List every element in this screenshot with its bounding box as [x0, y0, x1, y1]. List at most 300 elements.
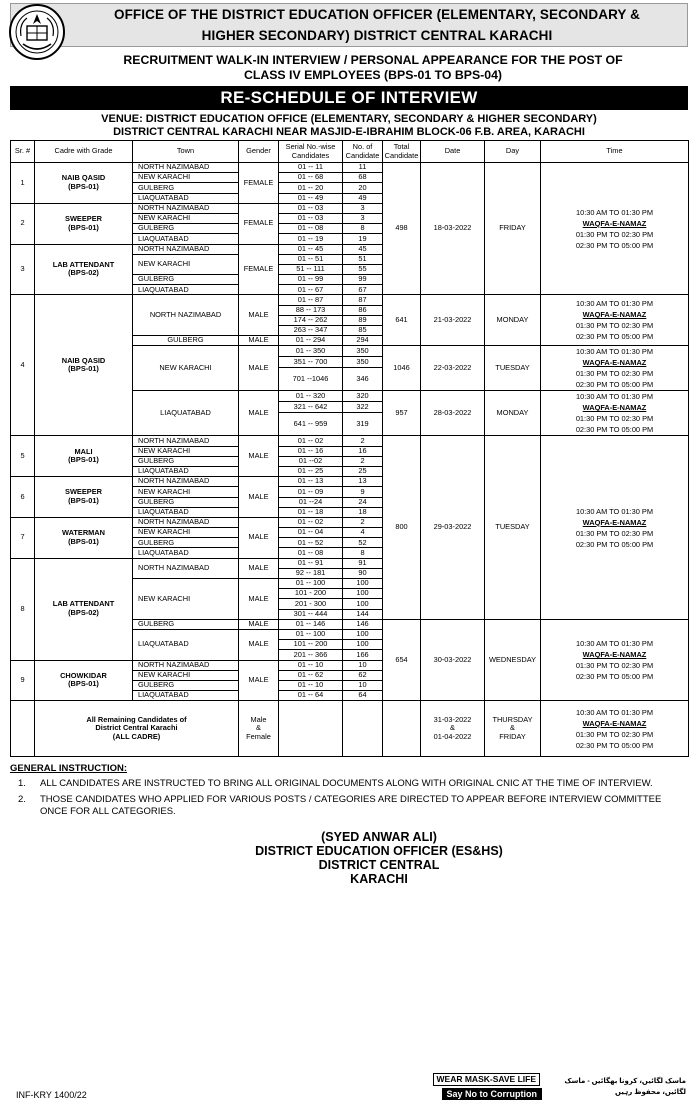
header-gender: Gender: [239, 141, 279, 163]
instruction-item: [10, 778, 688, 790]
serial-range: 01 --24: [279, 497, 343, 507]
time-slots: [541, 295, 689, 346]
candidate-count: 64: [343, 691, 383, 701]
candidate-count: 322: [343, 402, 383, 413]
town: LIAQUATABAD: [133, 391, 239, 436]
town: NORTH NAZIMABAD: [133, 660, 239, 670]
town: GULBERG: [133, 497, 239, 507]
serial-range: 88 -- 173: [279, 305, 343, 315]
serial-range: 01 -- 03: [279, 203, 343, 213]
serial-range: 01 -- 100: [279, 629, 343, 639]
remaining-line3: (ALL CADRE): [112, 732, 161, 742]
serial-range: 01 -- 20: [279, 183, 343, 193]
subtitle-line-1: RECRUITMENT WALK-IN INTERVIEW / PERSONAL APPEARANCE FOR THE POST OF: [123, 53, 623, 67]
gender: MALE: [239, 477, 279, 518]
candidate-count: 62: [343, 670, 383, 680]
candidate-count: 68: [343, 173, 383, 183]
town: NORTH NAZIMABAD: [133, 558, 239, 578]
candidate-count: 319: [343, 413, 383, 436]
town: NEW KARACHI: [133, 487, 239, 497]
header-box: [10, 3, 688, 47]
cadre-grade: (BPS-01): [68, 455, 99, 465]
cadre-cell: [35, 660, 133, 701]
serial-range: 01 -- 11: [279, 163, 343, 173]
candidate-count: 55: [343, 264, 383, 274]
cadre-name: WATERMAN: [62, 528, 105, 538]
serial-range: 01 -- 10: [279, 660, 343, 670]
prayer-break-label: WAQFA-E-NAMAZ: [582, 517, 647, 527]
total-candidates: 957: [383, 391, 421, 436]
town: NORTH NAZIMABAD: [133, 436, 239, 446]
office-title-line-1: OFFICE OF THE DISTRICT EDUCATION OFFICER (ELEMENTARY, SECONDARY &: [113, 7, 640, 22]
time-slot-break: 01:30 PM TO 02:30 PM: [575, 229, 654, 239]
cadre-name: CHOWKIDAR: [60, 670, 107, 680]
signature-block: [10, 830, 688, 886]
serial-range: 01 -- 294: [279, 336, 343, 346]
serial-range: 351 -- 700: [279, 357, 343, 368]
serial-range: 01 -- 52: [279, 538, 343, 548]
venue: [10, 113, 688, 138]
serial-range: 01 -- 16: [279, 446, 343, 456]
candidate-count: 294: [343, 336, 383, 346]
interview-day: WEDNESDAY: [485, 619, 541, 701]
time-slot-afternoon: 02:30 PM TO 05:00 PM: [575, 240, 654, 250]
time-slot-afternoon: 02:30 PM TO 05:00 PM: [575, 380, 654, 390]
candidate-count: 2: [343, 517, 383, 527]
serial-range: 01 -- 320: [279, 391, 343, 402]
candidate-count: 350: [343, 357, 383, 368]
serial-range: 01 -- 03: [279, 213, 343, 223]
serial-range: 51 -- 111: [279, 264, 343, 274]
candidate-count: 4: [343, 528, 383, 538]
header-town: Town: [133, 141, 239, 163]
serial-range: 201 -- 366: [279, 650, 343, 660]
prayer-break-label: WAQFA-E-NAMAZ: [582, 650, 647, 659]
town: NORTH NAZIMABAD: [133, 295, 239, 336]
prayer-break-label: WAQFA-E-NAMAZ: [582, 718, 647, 728]
interview-day: MONDAY: [485, 295, 541, 346]
cadre-grade: (BPS-01): [68, 222, 99, 232]
serial-range: 01 -- 49: [279, 193, 343, 203]
serial-range: 01 -- 87: [279, 295, 343, 305]
candidate-count: 346: [343, 368, 383, 391]
time-slots: [541, 701, 689, 757]
candidate-count: 24: [343, 497, 383, 507]
candidate-count: 2: [343, 436, 383, 446]
candidate-count: 9: [343, 487, 383, 497]
serial-range: 01 -- 45: [279, 244, 343, 254]
header-cadre: Cadre with Grade: [35, 141, 133, 163]
venue-line-1: VENUE: DISTRICT EDUCATION OFFICE (ELEMENTARY, SECONDARY & HIGHER SECONDARY): [101, 113, 597, 125]
gender: MALE: [239, 391, 279, 436]
serial-range: 01 -- 100: [279, 579, 343, 589]
town: NORTH NAZIMABAD: [133, 203, 239, 213]
gender: MALE: [239, 619, 279, 629]
serial-range: 263 -- 347: [279, 326, 343, 336]
time-slot-afternoon: 02:30 PM TO 05:00 PM: [575, 425, 654, 435]
time-slot-morning: 10:30 AM TO 01:30 PM: [576, 392, 653, 402]
table-body: [11, 163, 689, 757]
serial-range: 01 -- 68: [279, 173, 343, 183]
candidate-count: 100: [343, 579, 383, 589]
candidate-count: 18: [343, 507, 383, 517]
gender: MALE: [239, 436, 279, 477]
serial-number: 2: [11, 203, 35, 244]
mask-slogan: WEAR MASK-SAVE LIFE: [433, 1073, 540, 1086]
interview-day: FRIDAY: [485, 163, 541, 295]
gender: MALE: [239, 517, 279, 558]
interview-date: 21-03-2022: [421, 295, 485, 346]
total-candidates: 498: [383, 163, 421, 295]
town: LIAQUATABAD: [133, 629, 239, 660]
gender: FEMALE: [239, 203, 279, 244]
serial-range: 01 -- 67: [279, 285, 343, 295]
time-slot-morning: 10:30 AM TO 01:30 PM: [576, 639, 653, 648]
gender: MALE: [239, 660, 279, 701]
interview-date: 18-03-2022: [421, 163, 485, 295]
serial-range: 641 -- 959: [279, 413, 343, 436]
time-slot-afternoon: 02:30 PM TO 05:00 PM: [575, 539, 654, 549]
serial-range: 01 -- 02: [279, 517, 343, 527]
header-day: Day: [485, 141, 541, 163]
town: LIAQUATABAD: [133, 466, 239, 476]
candidate-count: 91: [343, 558, 383, 568]
serial-range: 01 -- 19: [279, 234, 343, 244]
town: NORTH NAZIMABAD: [133, 244, 239, 254]
serial-range: 01 -- 51: [279, 254, 343, 264]
signatory-city: KARACHI: [350, 872, 408, 887]
remaining-day2: FRIDAY: [499, 732, 526, 742]
cadre-cell: [35, 477, 133, 518]
serial-number-empty: [11, 701, 35, 757]
cadre-name: NAIB QASID: [61, 173, 106, 183]
time-slots: [541, 391, 689, 436]
prayer-break-label: WAQFA-E-NAMAZ: [582, 218, 647, 228]
town: GULBERG: [133, 680, 239, 690]
table-row: [11, 436, 689, 446]
header-time: Time: [541, 141, 689, 163]
town: LIAQUATABAD: [133, 193, 239, 203]
remaining-date1: 31-03-2022: [433, 714, 472, 724]
town: GULBERG: [133, 183, 239, 193]
prayer-break-label: WAQFA-E-NAMAZ: [582, 358, 647, 368]
serial-range: 01 -- 99: [279, 275, 343, 285]
candidate-count: 20: [343, 183, 383, 193]
cadre-grade: (BPS-01): [68, 536, 99, 546]
subtitle-line-2: CLASS IV EMPLOYEES (BPS-01 TO BPS-04): [243, 67, 503, 82]
header-total: Total Candidate: [383, 141, 421, 163]
town: GULBERG: [133, 224, 239, 234]
candidate-count: 99: [343, 275, 383, 285]
candidate-count: 87: [343, 295, 383, 305]
cadre-name: LAB ATTENDANT: [52, 259, 115, 269]
office-title: [67, 4, 687, 46]
town: GULBERG: [133, 336, 239, 346]
serial-range: 01 --02: [279, 456, 343, 466]
remaining-line2: District Central Karachi: [95, 723, 178, 733]
interview-date: 28-03-2022: [421, 391, 485, 436]
remaining-date2: 01-04-2022: [433, 732, 472, 742]
instruction-text: ALL CANDIDATES ARE INSTRUCTED TO BRING ALL ORIGINAL DOCUMENTS ALONG WITH ORIGINAL CNIC AT THE TIME OF INTERVIEW.: [40, 778, 653, 790]
corruption-slogan: Say No to Corruption: [442, 1088, 543, 1100]
remaining-days: [485, 701, 541, 757]
remaining-dates: [421, 701, 485, 757]
remaining-line1: All Remaining Candidates of: [86, 714, 187, 724]
prayer-break-label: WAQFA-E-NAMAZ: [582, 403, 647, 413]
table-row: [11, 295, 689, 305]
time-slot-break: 01:30 PM TO 02:30 PM: [575, 321, 654, 331]
instructions-heading: GENERAL INSTRUCTION:: [10, 763, 127, 775]
candidate-count: 10: [343, 680, 383, 690]
serial-range: 01 -- 64: [279, 691, 343, 701]
interview-day: MONDAY: [485, 391, 541, 436]
town: NORTH NAZIMABAD: [133, 477, 239, 487]
candidate-count: 19: [343, 234, 383, 244]
serial-number: 7: [11, 517, 35, 558]
serial-range: 01 -- 08: [279, 224, 343, 234]
candidate-count: 86: [343, 305, 383, 315]
town: NORTH NAZIMABAD: [133, 517, 239, 527]
time-slot-break: 01:30 PM TO 02:30 PM: [575, 729, 654, 739]
candidate-count: 100: [343, 629, 383, 639]
remaining-candidates: [35, 701, 239, 757]
time-slot-morning: 10:30 AM TO 01:30 PM: [576, 299, 653, 309]
cadre-grade: (BPS-01): [68, 364, 99, 374]
candidate-count: 100: [343, 640, 383, 650]
total-candidates: 654: [383, 619, 421, 701]
serial-number: 6: [11, 477, 35, 518]
table-row: [11, 163, 689, 173]
time-slots: [541, 436, 689, 619]
serial-number: 4: [11, 295, 35, 436]
candidate-count: 8: [343, 548, 383, 558]
header-sr: Sr. #: [11, 141, 35, 163]
serial-range: 101 - 200: [279, 589, 343, 599]
time-slot-morning: 10:30 AM TO 01:30 PM: [576, 707, 653, 717]
town: GULBERG: [133, 456, 239, 466]
time-slots: [541, 163, 689, 295]
candidate-count: 90: [343, 568, 383, 578]
interview-date: 30-03-2022: [421, 619, 485, 701]
cadre-name: LAB ATTENDANT: [52, 599, 115, 609]
time-slot-afternoon: 02:30 PM TO 05:00 PM: [575, 332, 654, 342]
cadre-cell: [35, 295, 133, 436]
gender: FEMALE: [239, 163, 279, 204]
interview-date: 29-03-2022: [421, 436, 485, 619]
serial-range: 01 -- 146: [279, 619, 343, 629]
header-date: Date: [421, 141, 485, 163]
candidate-count: 8: [343, 224, 383, 234]
interview-schedule-table: [10, 140, 689, 757]
town: NEW KARACHI: [133, 346, 239, 391]
cadre-grade: (BPS-01): [68, 679, 99, 689]
candidate-count: 10: [343, 660, 383, 670]
serial-range: 01 -- 18: [279, 507, 343, 517]
signatory-name: (SYED ANWAR ALI): [321, 830, 437, 845]
signatory-designation: DISTRICT EDUCATION OFFICER (ES&HS): [255, 844, 503, 859]
total-candidates: 1046: [383, 346, 421, 391]
serial-range: 01 -- 04: [279, 528, 343, 538]
serial-range: 01 -- 02: [279, 436, 343, 446]
remaining-gender: [239, 701, 279, 757]
gender: MALE: [239, 336, 279, 346]
town: GULBERG: [133, 275, 239, 285]
town: LIAQUATABAD: [133, 548, 239, 558]
instruction-item: [10, 794, 688, 818]
time-slot-morning: 10:30 AM TO 01:30 PM: [576, 506, 653, 516]
serial-range: 01 -- 91: [279, 558, 343, 568]
reference-number: INF-KRY 1400/22: [16, 1090, 87, 1100]
serial-range: 01 -- 25: [279, 466, 343, 476]
urdu-slogan: ماسک لگائیں، کرونا بھگائیں - ماسک لگائیں، محفوظ رہیں: [564, 1078, 686, 1096]
serial-number: 8: [11, 558, 35, 660]
count-empty: [343, 701, 383, 757]
time-slot-break: 01:30 PM TO 02:30 PM: [575, 661, 654, 670]
town: NEW KARACHI: [133, 173, 239, 183]
town: LIAQUATABAD: [133, 234, 239, 244]
total-candidates: 641: [383, 295, 421, 346]
cadre-cell: [35, 558, 133, 660]
serial-range: 01 -- 350: [279, 346, 343, 357]
office-title-line-2: HIGHER SECONDARY) DISTRICT CENTRAL KARACHI: [201, 28, 553, 43]
serial-range: 01 -- 13: [279, 477, 343, 487]
candidate-count: 166: [343, 650, 383, 660]
cadre-grade: (BPS-01): [68, 496, 99, 505]
candidate-count: 16: [343, 446, 383, 456]
serial-number: 1: [11, 163, 35, 204]
remaining-amp: &: [450, 723, 455, 733]
instruction-text: THOSE CANDIDATES WHO APPLIED FOR VARIOUS POSTS / CATEGORIES ARE DIRECTED TO APPEAR BEFORE INTERVIEW COMMITTEE ONCE FOR ALL CATEGORIES.: [40, 794, 662, 818]
recruitment-subtitle: [10, 53, 688, 82]
cadre-name: SWEEPER: [65, 487, 102, 497]
serial-range: 301 -- 444: [279, 609, 343, 619]
remaining-gender-g3: Female: [246, 732, 271, 742]
serial-number: 3: [11, 244, 35, 295]
candidate-count: 146: [343, 619, 383, 629]
candidate-count: 25: [343, 466, 383, 476]
remaining-day1: THURSDAY: [492, 714, 533, 724]
interview-day: TUESDAY: [485, 436, 541, 619]
serial-range: 01 -- 08: [279, 548, 343, 558]
cadre-cell: [35, 203, 133, 244]
candidate-count: 45: [343, 244, 383, 254]
candidate-count: 100: [343, 599, 383, 609]
remaining-amp: &: [510, 723, 515, 733]
cadre-name: MALI: [74, 446, 93, 456]
candidate-count: 49: [343, 193, 383, 203]
serial-number: 9: [11, 660, 35, 701]
serial-number: 5: [11, 436, 35, 477]
candidate-count: 2: [343, 456, 383, 466]
town: NEW KARACHI: [133, 213, 239, 223]
cadre-cell: [35, 436, 133, 477]
prayer-break-label: WAQFA-E-NAMAZ: [582, 310, 647, 320]
gender: MALE: [239, 579, 279, 620]
total-candidates: 800: [383, 436, 421, 619]
gender: MALE: [239, 346, 279, 391]
cadre-cell: [35, 517, 133, 558]
serial-range: 201 - 300: [279, 599, 343, 609]
table-row: [11, 701, 689, 757]
candidate-count: 100: [343, 589, 383, 599]
serial-range: 01 -- 09: [279, 487, 343, 497]
time-slots: [541, 619, 689, 701]
gender: MALE: [239, 295, 279, 336]
reschedule-banner: RE-SCHEDULE OF INTERVIEW: [10, 86, 688, 110]
remaining-gender-g1: Male: [250, 714, 267, 724]
header-count: No. of Candidate: [343, 141, 383, 163]
header-serial: Serial No.-wise Candidates: [279, 141, 343, 163]
cadre-grade: (BPS-01): [68, 181, 99, 191]
signatory-district: DISTRICT CENTRAL: [318, 858, 440, 873]
cadre-name: NAIB QASID: [61, 355, 106, 365]
town: NEW KARACHI: [133, 254, 239, 274]
time-slot-afternoon: 02:30 PM TO 05:00 PM: [575, 740, 654, 750]
instruction-number: 1.: [18, 778, 26, 790]
serial-range: 01 -- 62: [279, 670, 343, 680]
candidate-count: 320: [343, 391, 383, 402]
candidate-count: 3: [343, 213, 383, 223]
serial-range-empty: [279, 701, 343, 757]
cadre-grade: (BPS-02): [68, 268, 99, 278]
cadre-cell: [35, 163, 133, 204]
footer: [10, 1070, 688, 1100]
cadre-grade: (BPS-02): [68, 608, 99, 618]
serial-range: 321 -- 642: [279, 402, 343, 413]
serial-range: 01 -- 10: [279, 680, 343, 690]
serial-range: 701 --1046: [279, 368, 343, 391]
interview-date: 22-03-2022: [421, 346, 485, 391]
town: LIAQUATABAD: [133, 691, 239, 701]
candidate-count: 11: [343, 163, 383, 173]
time-slot-morning: 10:30 AM TO 01:30 PM: [576, 207, 653, 217]
candidate-count: 67: [343, 285, 383, 295]
town: LIAQUATABAD: [133, 507, 239, 517]
town: NEW KARACHI: [133, 670, 239, 680]
town: NEW KARACHI: [133, 446, 239, 456]
instruction-number: 2.: [18, 794, 26, 806]
town: LIAQUATABAD: [133, 285, 239, 295]
remaining-gender-g2: &: [256, 723, 261, 733]
government-seal-icon: [7, 2, 67, 62]
serial-range: 92 -- 181: [279, 568, 343, 578]
interview-day: TUESDAY: [485, 346, 541, 391]
candidate-count: 51: [343, 254, 383, 264]
time-slot-morning: 10:30 AM TO 01:30 PM: [576, 347, 653, 357]
venue-line-2: DISTRICT CENTRAL KARACHI NEAR MASJID-E-IBRAHIM BLOCK-06 F.B. AREA, KARACHI: [113, 125, 585, 138]
candidate-count: 85: [343, 326, 383, 336]
serial-range: 101 -- 200: [279, 640, 343, 650]
time-slot-break: 01:30 PM TO 02:30 PM: [575, 369, 654, 379]
town: NEW KARACHI: [133, 579, 239, 620]
cadre-cell: [35, 244, 133, 295]
candidate-count: 13: [343, 477, 383, 487]
candidate-count: 3: [343, 203, 383, 213]
candidate-count: 89: [343, 315, 383, 325]
gender: FEMALE: [239, 244, 279, 295]
gender: MALE: [239, 629, 279, 660]
candidate-count: 52: [343, 538, 383, 548]
town: GULBERG: [133, 538, 239, 548]
time-slot-break: 01:30 PM TO 02:30 PM: [575, 528, 654, 538]
time-slot-break: 01:30 PM TO 02:30 PM: [575, 414, 654, 424]
time-slots: [541, 346, 689, 391]
candidate-count: 144: [343, 609, 383, 619]
candidate-count: 350: [343, 346, 383, 357]
general-instructions: [10, 763, 688, 818]
total-empty: [383, 701, 421, 757]
table-header-row: [11, 141, 689, 163]
